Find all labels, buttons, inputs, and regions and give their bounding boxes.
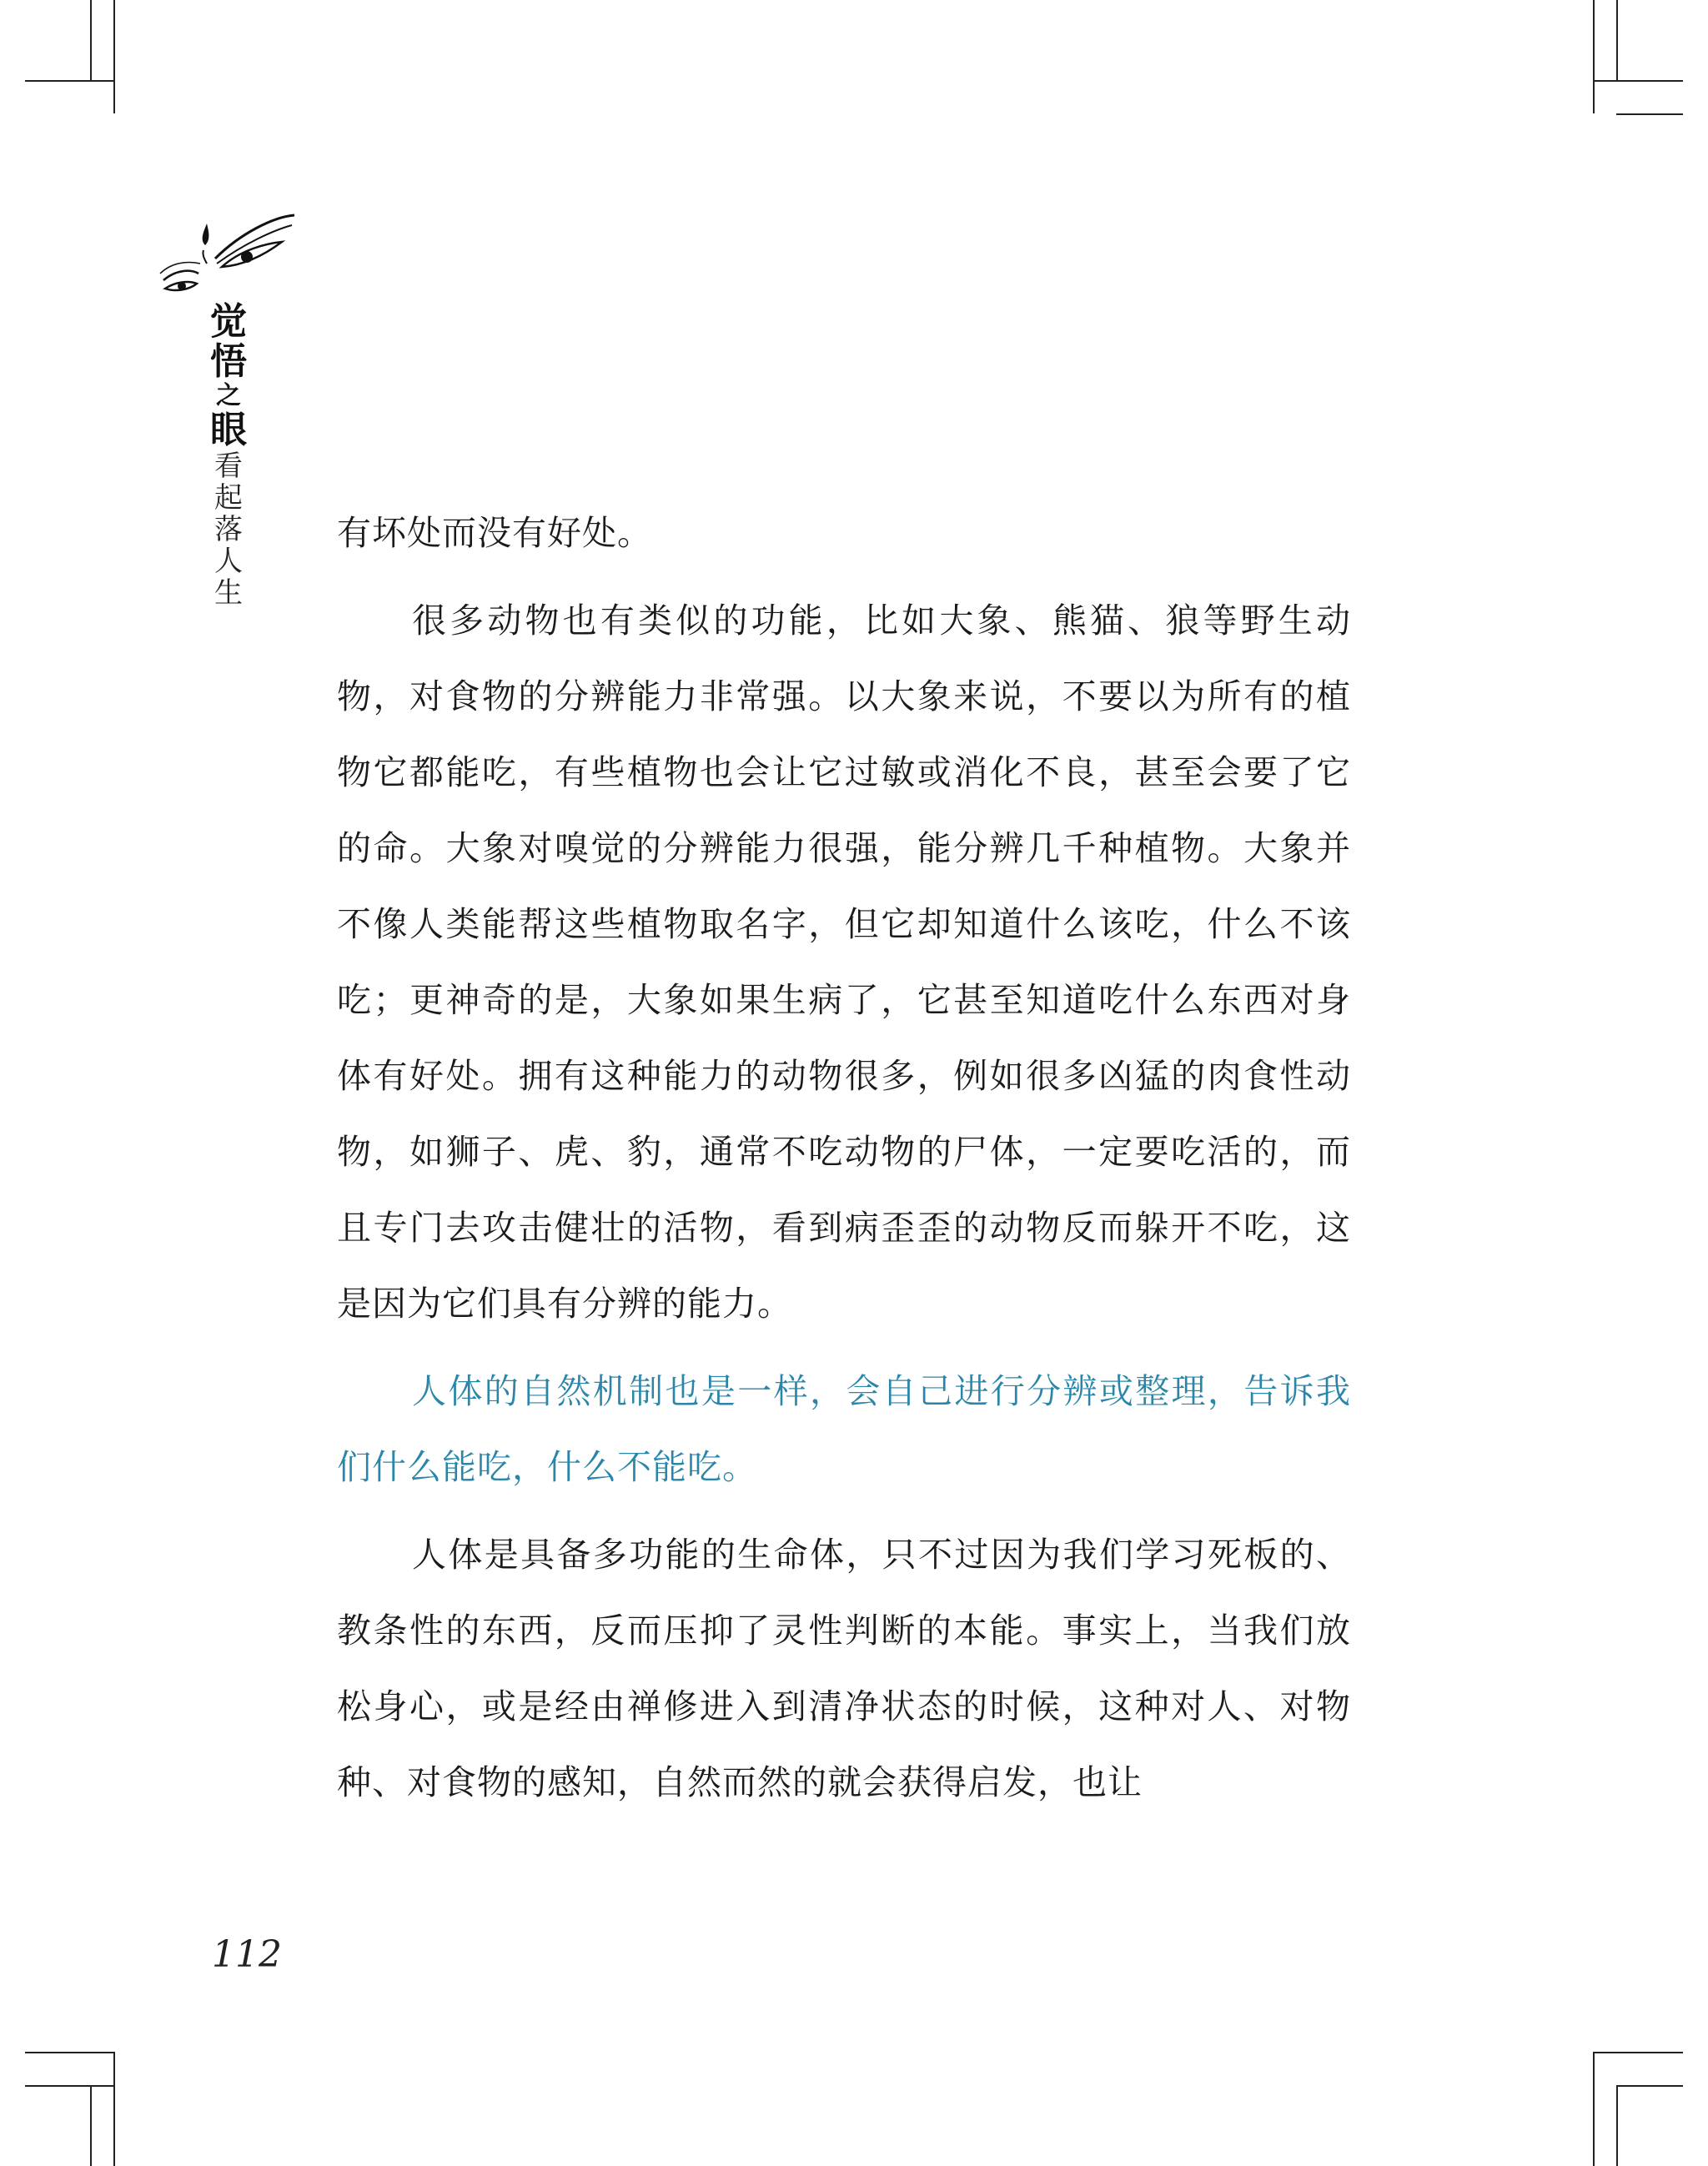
- crop-mark: [1593, 80, 1683, 82]
- crop-mark: [90, 0, 92, 80]
- crop-mark: [113, 2052, 115, 2166]
- crop-mark: [25, 2052, 113, 2053]
- title-char: 觉: [210, 300, 247, 343]
- paragraph: 有坏处而没有好处。: [337, 513, 652, 553]
- title-char: 悟: [210, 340, 247, 383]
- running-head: [203, 302, 254, 609]
- crop-mark: [1593, 2052, 1595, 2166]
- subtitle-char: 生: [214, 576, 243, 610]
- paragraph: 很多动物也有类似的功能，比如大象、熊猫、狼等野生动物，对食物的分辨能力非常强。以大象来说，不要以为所有的植物它都能吃，有些植物也会让它过敏或消化不良，甚至会要了它的命。大象对嗅觉的分辨能力很强，能分辨几千种植物。大象并不像人类能帮这些植物取名字，但它却知道什么该吃，什么不该吃；更神奇的是，大象如果生病了，它甚至知道吃什么东西对身体有好处。拥有这种能力的动物很多，例如很多凶猛的肉食性动物，如狮子、虎、豹，通常不吃动物的尸体，一定要吃活的，而且专门去攻击健壮的活物，看到病歪歪的动物反而躲开不吃，这是因为它们具有分辨的能力。: [337, 601, 1351, 1324]
- crop-mark: [1616, 2085, 1683, 2087]
- crop-mark: [25, 80, 115, 82]
- crop-mark: [1616, 113, 1683, 115]
- paragraph: 人体是具备多功能的生命体，只不过因为我们学习死板的、教条性的东西，反而压抑了灵性判断的本能。事实上，当我们放松身心，或是经由禅修进入到清净状态的时候，这种对人、对物种、对食物的感知，自然而然的就会获得启发，也让: [337, 1535, 1351, 1802]
- crop-mark: [1593, 0, 1595, 113]
- highlighted-paragraph: 人体的自然机制也是一样，会自己进行分辨或整理，告诉我们什么能吃，什么不能吃。: [337, 1371, 1351, 1487]
- subtitle-char: 看: [214, 450, 243, 483]
- subtitle-char: 起: [214, 481, 243, 515]
- page-body: [337, 495, 1351, 1832]
- crop-mark: [1616, 0, 1618, 80]
- crop-mark: [1593, 2052, 1683, 2053]
- page-number: 112: [212, 1933, 282, 1976]
- title-char: 之: [216, 381, 241, 410]
- crop-mark: [25, 2085, 115, 2087]
- title-char: 眼: [210, 409, 247, 451]
- crop-mark: [90, 2085, 92, 2166]
- crop-mark: [113, 0, 115, 113]
- buddha-eyes-icon: [157, 209, 299, 300]
- subtitle-char: 落: [214, 513, 243, 546]
- subtitle-char: 人: [214, 545, 243, 578]
- crop-mark: [1616, 2085, 1618, 2166]
